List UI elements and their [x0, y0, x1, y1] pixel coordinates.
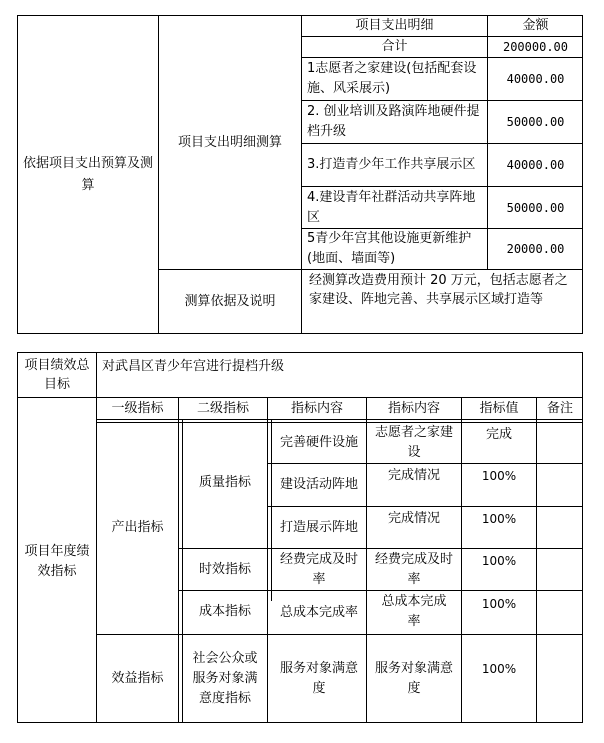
- indicator-content: 建设活动阵地: [279, 477, 358, 492]
- indicator-value: 100%: [481, 469, 517, 483]
- indicator-note: [537, 465, 583, 505]
- calc-basis-text: 经测算改造费用预计 20 万元，包括志愿者之家建设、阵地完善、共享展示区域打造等: [309, 273, 568, 307]
- detail-amount: 40000.00: [506, 158, 565, 172]
- detail-item: 3.打造青少年工作共享展示区: [307, 157, 476, 172]
- indicator-content-2: 完成情况: [387, 468, 440, 483]
- indicator-note: [537, 424, 583, 462]
- detail-amount: 20000.00: [506, 242, 565, 256]
- detail-item: 1志愿者之家建设(包括配套设施、风采展示): [307, 61, 477, 96]
- indicator-content: 打造展示阵地: [279, 519, 358, 535]
- indicator-content: 服务对象满意度: [279, 661, 358, 696]
- timeliness-indicator-label: 时效指标: [198, 562, 251, 577]
- indicator-content: 总成本完成率: [279, 604, 358, 620]
- header-level2: 二级指标: [196, 400, 249, 416]
- detail-item: 4.建设青年社群活动共享阵地区: [307, 189, 476, 225]
- header-item: 项目支出明细: [355, 18, 434, 33]
- header-note: 备注: [546, 400, 573, 416]
- indicator-content-2: 完成情况: [387, 511, 440, 526]
- total-amount: 200000.00: [502, 40, 569, 54]
- detail-item: 2. 创业培训及路演阵地硬件提档升级: [307, 104, 480, 139]
- detail-item: 5青少年宫其他设施更新维护(地面、墙面等): [307, 231, 472, 266]
- indicator-value: 完成: [485, 427, 512, 442]
- indicator-content-2: 总成本完成率: [381, 594, 447, 629]
- header-content-2: 指标内容: [387, 400, 440, 416]
- indicator-note: [537, 593, 583, 633]
- header-amount: 金额: [522, 18, 549, 33]
- header-level1: 一级指标: [111, 400, 164, 416]
- indicator-content-2: 经费完成及时率: [374, 551, 453, 587]
- indicator-value: 100%: [481, 662, 517, 676]
- detail-amount: 50000.00: [506, 115, 565, 129]
- cost-indicator-label: 成本指标: [198, 604, 251, 619]
- header-value: 指标值: [479, 400, 519, 416]
- indicator-content-2: 服务对象满意度: [374, 661, 453, 696]
- detail-amount: 50000.00: [506, 200, 565, 215]
- quality-indicator-label: 质量指标: [198, 475, 251, 490]
- detail-amount: 40000.00: [506, 72, 565, 86]
- budget-basis-label: 依据项目支出预算及测算: [22, 156, 153, 193]
- goal-label: 项目绩效总目标: [24, 358, 90, 392]
- benefit-indicator-label: 效益指标: [111, 671, 164, 686]
- annual-indicator-label: 项目年度绩效指标: [24, 544, 90, 579]
- goal-text: 对武昌区青少年宫进行提档升级: [102, 359, 285, 374]
- indicator-value: 100%: [481, 597, 517, 611]
- total-label: 合计: [381, 39, 408, 54]
- indicator-value: 100%: [481, 554, 517, 568]
- indicator-content: 完善硬件设施: [279, 434, 358, 450]
- satisfaction-indicator-label: 社会公众或服务对象满意度指标: [192, 651, 258, 706]
- header-content: 指标内容: [290, 400, 343, 416]
- calc-basis-label: 测算依据及说明: [184, 294, 276, 309]
- detail-calc-label: 项目支出明细测算: [177, 135, 282, 150]
- output-indicator-label: 产出指标: [111, 520, 164, 535]
- indicator-content: 经费完成及时率: [279, 551, 358, 587]
- indicator-note: [537, 550, 583, 589]
- indicator-note: [537, 658, 583, 698]
- indicator-note: [537, 508, 583, 547]
- indicator-content-2: 志愿者之家建设: [374, 424, 453, 460]
- indicator-value: 100%: [481, 512, 517, 526]
